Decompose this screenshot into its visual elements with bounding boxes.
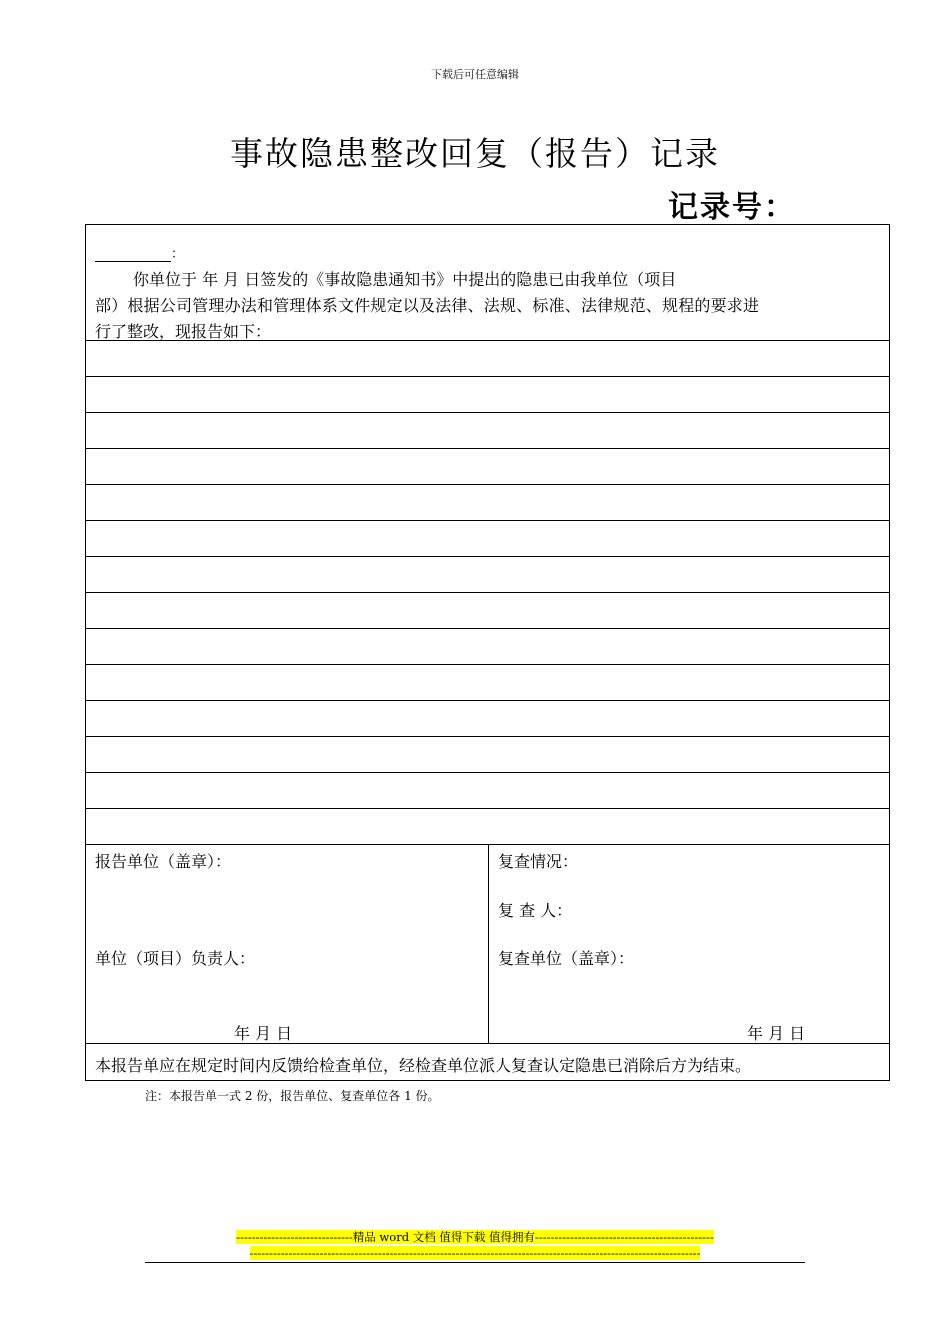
report-form-table [85,224,890,1081]
report-content-row[interactable] [86,701,889,737]
intro-text-line-2: 部）根据公司管理办法和管理体系文件规定以及法律、法规、标准、法律规范、规程的要求进 [95,296,760,315]
addressee-suffix: ： [171,247,185,262]
review-status-label: 复查情况： [498,852,579,871]
unit-leader-label: 单位（项目）负责人： [95,949,256,968]
report-content-row[interactable] [86,665,889,701]
report-content-row[interactable] [86,377,889,413]
footnote: 注：本报告单一式 2 份，报告单位、复查单位各 1 份。 [145,1089,440,1103]
report-unit-panel [86,845,489,1043]
addressee-line [95,243,184,262]
report-content-row[interactable] [86,629,889,665]
bottom-divider [145,1262,805,1263]
promo-banner-line-1 [0,1230,950,1244]
promo-banner-text-2: -------------------------------------------------------------------------------------------------------------------- [249,1246,701,1260]
signature-block [86,845,889,1044]
closing-statement-text: 本报告单应在规定时间内反馈给检查单位，经检查单位派人复查认定隐患已消除后方为结束。 [95,1056,752,1075]
report-unit-label: 报告单位（盖章）： [95,852,232,871]
report-content-row[interactable] [86,557,889,593]
intro-section [86,225,889,341]
review-date-label: 年 月 日 [747,1024,806,1043]
report-content-row[interactable] [86,485,889,521]
intro-text-line-1: 你单位于 年 月 日签发的《事故隐患通知书》中提出的隐患已由我单位（项目 [133,270,677,289]
report-content-row[interactable] [86,809,889,845]
record-number-label: 记录号： [668,190,796,225]
closing-statement [86,1045,889,1081]
report-content-row[interactable] [86,341,889,377]
reviewer-label: 复 查 人： [498,901,573,920]
intro-text-line-3: 行了整改，现报告如下： [95,322,272,341]
report-content-row[interactable] [86,521,889,557]
addressee-blank[interactable] [95,247,171,262]
report-content-row[interactable] [86,449,889,485]
promo-banner-text-1: ------------------------------精品 word 文档 值得下载 值得拥有---------------------------------------------- [236,1230,714,1244]
page-title: 事故隐患整改回复（报告）记录 [230,134,720,173]
report-date-label: 年 月 日 [234,1024,293,1043]
promo-banner-line-2 [0,1246,950,1260]
report-content-row[interactable] [86,773,889,809]
review-panel [489,845,889,1043]
header-note: 下载后可任意编辑 [431,68,519,81]
report-content-row[interactable] [86,593,889,629]
report-content-row[interactable] [86,413,889,449]
review-unit-label: 复查单位（盖章）： [498,949,635,968]
report-content-row[interactable] [86,737,889,773]
